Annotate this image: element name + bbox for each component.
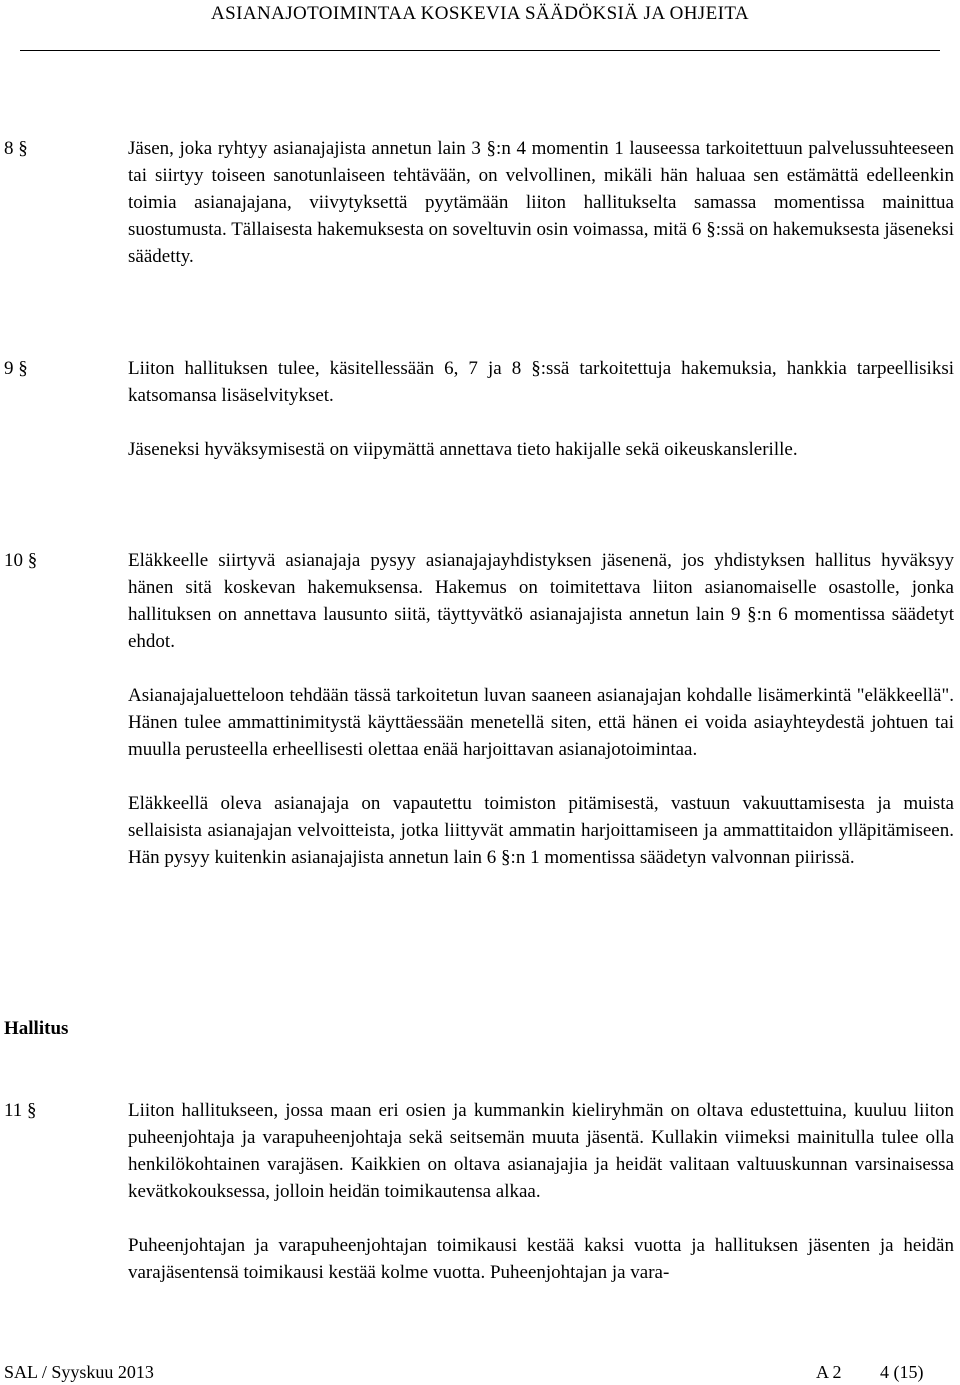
header-rule [20,50,940,51]
heading-hallitus: Hallitus [4,1018,69,1039]
page-header: ASIANAJOTOIMINTAA KOSKEVIA SÄÄDÖKSIÄ JA OHJEITA [211,3,749,24]
section-body [128,1097,954,1286]
footer-document-code: A 2 [816,1362,842,1382]
paragraph: Jäsen, joka ryhtyy asianajajista annetun lain 3 §:n 4 momentin 1 lauseessa tarkoitettuun palvelussuhteeseen tai siirtyy toiseen sanotunlaiseen tehtävään, on velvollinen, mikäli hän haluaa sen estämättä edelleenkin toimia asianajajana, viivytyksettä pyytämään liiton hallitukselta samassa momentissa mainittua suostumusta. Tällaisesta hakemuksesta on soveltuvin osin voimassa, mitä 6 §:ssä on hakemuksesta jäseneksi säädetty. [128,138,954,267]
paragraph: Puheenjohtajan ja varapuheenjohtajan toimikausi kestää kaksi vuotta ja hallituksen jäsenten ja heidän varajäsentensä toimikausi kestää kolme vuotta. Puheenjohtajan ja vara- [128,1235,954,1283]
paragraph: Liiton hallitukseen, jossa maan eri osien ja kummankin kieliryhmän on oltava edustettuina, kuuluu liiton puheenjohtaja ja varapuheenjohtaja sekä seitsemän muuta jäsentä. Kullakin viimeksi mainitulla tulee olla henkilökohtainen varajäsen. Kaikkien on oltava asianajajia ja heidät valitaan valtuuskunnan varsinaisessa kevätkokouksessa, jolloin heidän toimikautensa alkaa. [128,1100,954,1202]
section-number: 8 § [4,138,28,159]
section-body [128,355,954,463]
paragraph: Eläkkeelle siirtyvä asianajaja pysyy asianajajayhdistyksen jäsenenä, jos yhdistyksen hallitus hyväksyy hänen sitä koskevan hakemuksensa. Hakemus on toimitettava liiton asianomaiselle osastolle, jonka hallituksen on annettava lausunto siitä, täyttyvätkö asianajajista annetun lain 9 §:n 6 momentissa säädetyt ehdot. [128,550,954,652]
footer-publication: SAL / Syyskuu 2013 [4,1362,154,1382]
section-body [128,135,954,270]
paragraph: Liiton hallituksen tulee, käsitellessään 6, 7 ja 8 §:ssä tarkoitettuja hakemuksia, hankkia tarpeellisiksi katsomansa lisäselvitykset. [128,358,954,406]
section-number: 9 § [4,358,28,379]
paragraph: Jäseneksi hyväksymisestä on viipymättä annettava tieto hakijalle sekä oikeuskanslerille. [128,439,798,460]
section-body [128,547,954,871]
paragraph: Asianajajaluetteloon tehdään tässä tarkoitetun luvan saaneen asianajajan kohdalle lisämerkintä "eläkkeellä". Hänen tulee ammattinimitystä käyttäessään menetellä siten, että hänen ei voida asiayhteydestä johtuen tai muulla perusteella erheellisesti olettaa enää harjoittavan asianajotoimintaa. [128,685,954,760]
section-number: 10 § [4,550,38,571]
footer-page-number: 4 (15) [880,1362,924,1382]
section-number: 11 § [4,1100,37,1121]
paragraph: Eläkkeellä oleva asianajaja on vapautettu toimiston pitämisestä, vastuun vakuuttamisesta ja muista sellaisista asianajajan velvoitteista, jotka liittyvät ammatin harjoittamiseen ja ammattitaidon ylläpitämiseen. Hän pysyy kuitenkin asianajajista annetun lain 6 §:n 1 momentissa säädetyn valvonnan piirissä. [128,793,954,868]
page-footer [0,1360,960,1385]
